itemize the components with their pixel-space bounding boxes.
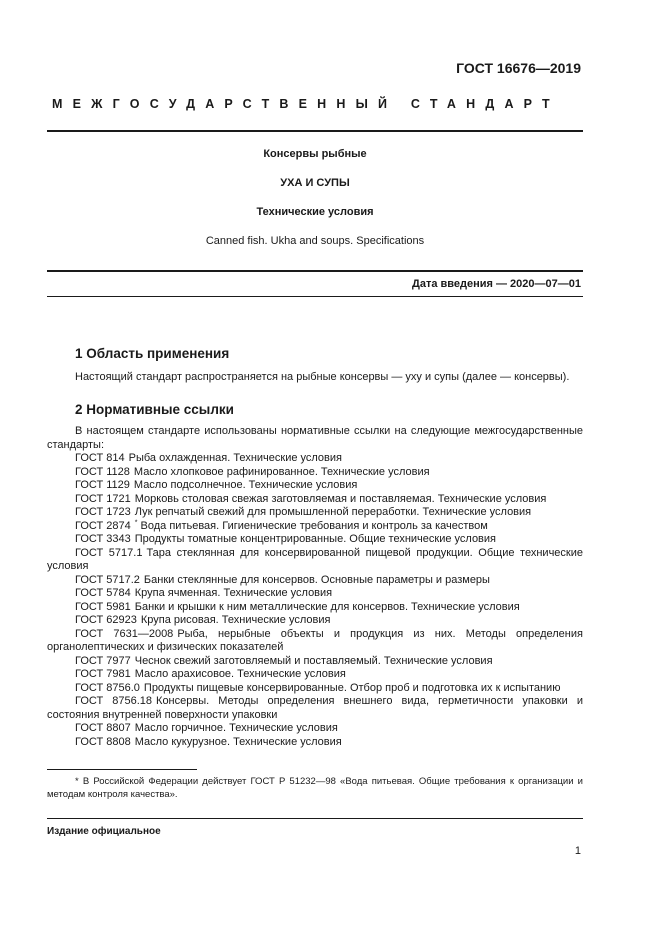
- section-2-title: 2 Нормативные ссылки: [75, 402, 234, 417]
- reference-code: ГОСТ 5784: [75, 587, 131, 599]
- footnote: * В Российской Федерации действует ГОСТ Р 51232—98 «Вода питьевая. Общие требования к организации и методам контроля качества».: [47, 776, 583, 800]
- title-type: Технические условия: [256, 206, 374, 218]
- reference-code: ГОСТ 1721: [75, 492, 131, 505]
- official-edition-label: Издание официальное: [47, 826, 161, 837]
- reference-item: [47, 452, 583, 466]
- reference-code: ГОСТ 814: [75, 452, 125, 464]
- reference-code: ГОСТ 62923: [75, 614, 137, 626]
- reference-code: ГОСТ 7631—2008: [75, 627, 174, 640]
- reference-title: Лук репчатый свежий для промышленной переработки. Технические условия: [134, 506, 532, 518]
- introduction-date: Дата введения — 2020—07—01: [412, 278, 581, 290]
- reference-item: [47, 587, 583, 601]
- document-code: ГОСТ 16676—2019: [456, 60, 581, 76]
- reference-item: [47, 479, 583, 493]
- reference-item: [47, 736, 583, 750]
- reference-item: [47, 601, 583, 615]
- reference-item: [47, 520, 583, 534]
- reference-code: ГОСТ 5717.1: [75, 546, 143, 559]
- reference-title: Чеснок свежий заготовляемый и поставляемый. Технические условия: [134, 654, 493, 667]
- reference-title: Масло арахисовое. Технические условия: [134, 668, 346, 680]
- reference-item: [47, 614, 583, 628]
- page-number: 1: [574, 845, 581, 857]
- reference-title: Морковь столовая свежая заготовляемая и поставляемая. Технические условия: [134, 492, 547, 505]
- reference-item: [47, 628, 583, 655]
- reference-title: Масло горчичное. Технические условия: [134, 722, 338, 734]
- reference-title: Рыба охлажденная. Технические условия: [128, 452, 342, 464]
- reference-code: ГОСТ 5717.2: [75, 573, 140, 586]
- reference-title: Крупа рисовая. Технические условия: [140, 614, 331, 626]
- reference-title: Банки стеклянные для консервов. Основные параметры и размеры: [143, 573, 490, 586]
- date-rule: [47, 296, 583, 297]
- normative-references: [47, 425, 583, 749]
- reference-title: Тара стеклянная для консервированной пищевой продукции. Общие технические условия: [47, 546, 583, 572]
- reference-code: ГОСТ 8807: [75, 722, 131, 734]
- reference-code: ГОСТ 7977: [75, 654, 131, 667]
- reference-item: [47, 722, 583, 736]
- reference-code: ГОСТ 5981: [75, 600, 131, 613]
- header-rule: [47, 130, 583, 132]
- reference-title: Консервы. Методы определения внешнего вида, герметичности упаковки и состояния внутренней поверхности упаковки: [47, 695, 583, 721]
- reference-item: [47, 655, 583, 669]
- reference-code: ГОСТ 7981: [75, 668, 131, 680]
- reference-title: Масло кукурузное. Технические условия: [134, 735, 342, 748]
- reference-title: Крупа ячменная. Технические условия: [134, 587, 333, 599]
- section-1-title: 1 Область применения: [75, 346, 230, 361]
- reference-title: Продукты пищевые консервированные. Отбор проб и подготовка их к испытанию: [143, 681, 561, 694]
- reference-code: ГОСТ 8756.18: [75, 695, 153, 707]
- title-category: Консервы рыбные: [263, 148, 367, 160]
- reference-code: ГОСТ 1129: [75, 479, 130, 491]
- title-rule: [47, 270, 583, 272]
- reference-item: [47, 466, 583, 480]
- reference-item: [47, 695, 583, 722]
- reference-code: ГОСТ 1128: [75, 465, 130, 478]
- reference-title: Масло подсолнечное. Технические условия: [133, 479, 358, 491]
- references-intro: В настоящем стандарте использованы нормативные ссылки на следующие межгосударственные стандарты:: [47, 425, 583, 451]
- section-1-text: Настоящий стандарт распространяется на рыбные консервы — уху и супы (далее — консервы).: [75, 371, 570, 383]
- reference-item: [47, 682, 583, 696]
- standard-banner: МЕЖГОСУДАРСТВЕННЫЙ СТАНДАРТ: [52, 97, 560, 111]
- title-english: Canned fish. Ukha and soups. Specifications: [205, 235, 425, 247]
- reference-title: Вода питьевая. Гигиенические требования и контроль за качеством: [140, 519, 488, 532]
- reference-title: Рыба, нерыбные объекты и продукция из них. Методы определения органолептических и физических показателей: [47, 627, 583, 653]
- reference-item: [47, 574, 583, 588]
- reference-item: [47, 668, 583, 682]
- reference-item: [47, 533, 583, 547]
- reference-code: ГОСТ 8808: [75, 735, 131, 748]
- reference-code: ГОСТ 3343: [75, 533, 131, 545]
- title-name: УХА И СУПЫ: [280, 177, 350, 189]
- reference-code: ГОСТ 8756.0: [75, 681, 140, 694]
- reference-item: [47, 506, 583, 520]
- reference-code: ГОСТ 2874: [75, 519, 131, 532]
- footnote-mark: *: [134, 518, 138, 526]
- reference-title: Продукты томатные концентрированные. Общие технические условия: [134, 533, 497, 545]
- reference-title: Масло хлопковое рафинированное. Технические условия: [133, 465, 430, 478]
- reference-code: ГОСТ 1723: [75, 506, 131, 518]
- reference-item: [47, 547, 583, 574]
- reference-item: [47, 493, 583, 507]
- reference-title: Банки и крышки к ним металлические для консервов. Технические условия: [134, 600, 520, 613]
- edition-rule: [47, 818, 583, 819]
- footnote-rule: [47, 769, 197, 770]
